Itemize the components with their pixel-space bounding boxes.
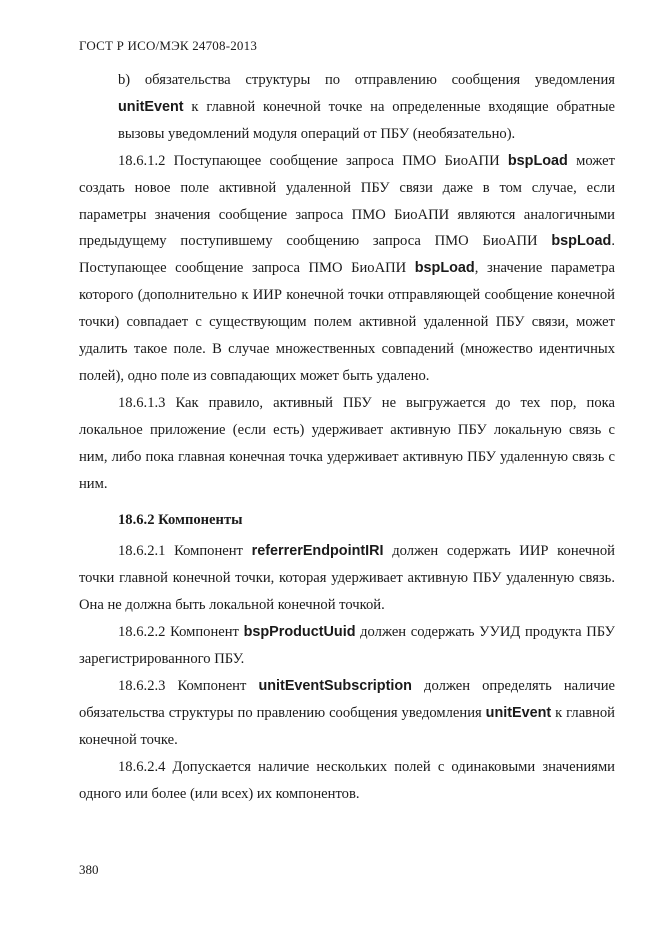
code-term-bspLoad: bspLoad [551,233,612,250]
text-run: должен определять наличие обязательства структуры по правлению сообщения уведомления [79,677,615,721]
text-run: 18.6.2.3 Компонент [118,677,259,694]
paragraph-18-6-1-3 [79,390,615,498]
paragraph-18-6-2-2 [79,619,615,673]
code-term-unitEvent: unitEvent [118,98,184,115]
paragraph-18-6-1-2 [79,148,615,390]
text-run: 18.6.2.1 Компонент [118,543,252,560]
paragraph-18-6-2-4 [79,754,615,808]
text-run: к главной конечной точке на определенные входящие обратные вызовы уведомлений модуля операций от ПБУ (необязательно). [118,98,615,142]
text-run: должен содержать ИИР конечной точки главной конечной точки, которая удерживает активную ПБУ удаленную связь. Она не должна быть локальной конечной точкой. [79,543,615,614]
text-run: b) обязательства структуры по отправлению сообщения уведомления [118,72,615,88]
text-run: . Поступающее сообщение запроса ПМО БиоАПИ [79,233,615,277]
text-run: к главной конечной точке. [79,704,615,748]
page-number: 380 [79,862,99,877]
text-run: 18.6.1.2 Поступающее сообщение запроса ПМО БиоАПИ [118,152,508,169]
code-term-unitEventSubscription: unitEventSubscription [258,677,412,694]
paragraph-item-b [79,67,615,148]
text-run: 18.6.2.4 Допускается наличие нескольких полей с одинаковыми значениями одного или более (или всех) их компонентов. [79,758,615,802]
code-term-unitEvent: unitEvent [485,704,552,721]
text-run: , значение параметра которого (дополнительно к ИИР конечной точки отправляющей сообщение конечной точки) совпадает с существующим полем активной удаленной ПБУ связи, может удалить такое поле. В случае множественных совпадений (множество идентичных полей), одно поле из совпадающих может быть удалено. [79,260,615,384]
text-run: должен содержать УУИД продукта ПБУ зарегистрированного ПБУ. [79,624,615,668]
document-header: ГОСТ Р ИСО/МЭК 24708-2013 [79,38,258,53]
text-run: 18.6.2.2 Компонент [118,624,244,641]
section-heading: 18.6.2 Компоненты [118,511,243,528]
code-term-bspLoad: bspLoad [414,260,475,277]
text-run: 18.6.1.3 Как правило, активный ПБУ не выгружается до тех пор, пока локальное приложение (если есть) удерживает активную ПБУ локальную связь с ним, либо пока главная конечная точка удерживает активную ПБУ удаленную связь с ним. [79,394,615,492]
text-run: может создать новое поле активной удаленной ПБУ связи даже в том случае, если параметры значения сообщение запроса ПМО БиоАПИ являются аналогичными предыдущему поступившему сообщению запроса ПМО БиоАПИ [79,152,616,250]
paragraph-18-6-2-3 [79,673,615,754]
code-term-referrerEndpointIRI: referrerEndpointIRI [251,543,384,560]
code-term-bspProductUuid: bspProductUuid [243,624,356,641]
code-term-bspLoad: bspLoad [507,152,568,169]
document-body [79,67,615,807]
paragraph-18-6-2-1 [79,538,615,619]
